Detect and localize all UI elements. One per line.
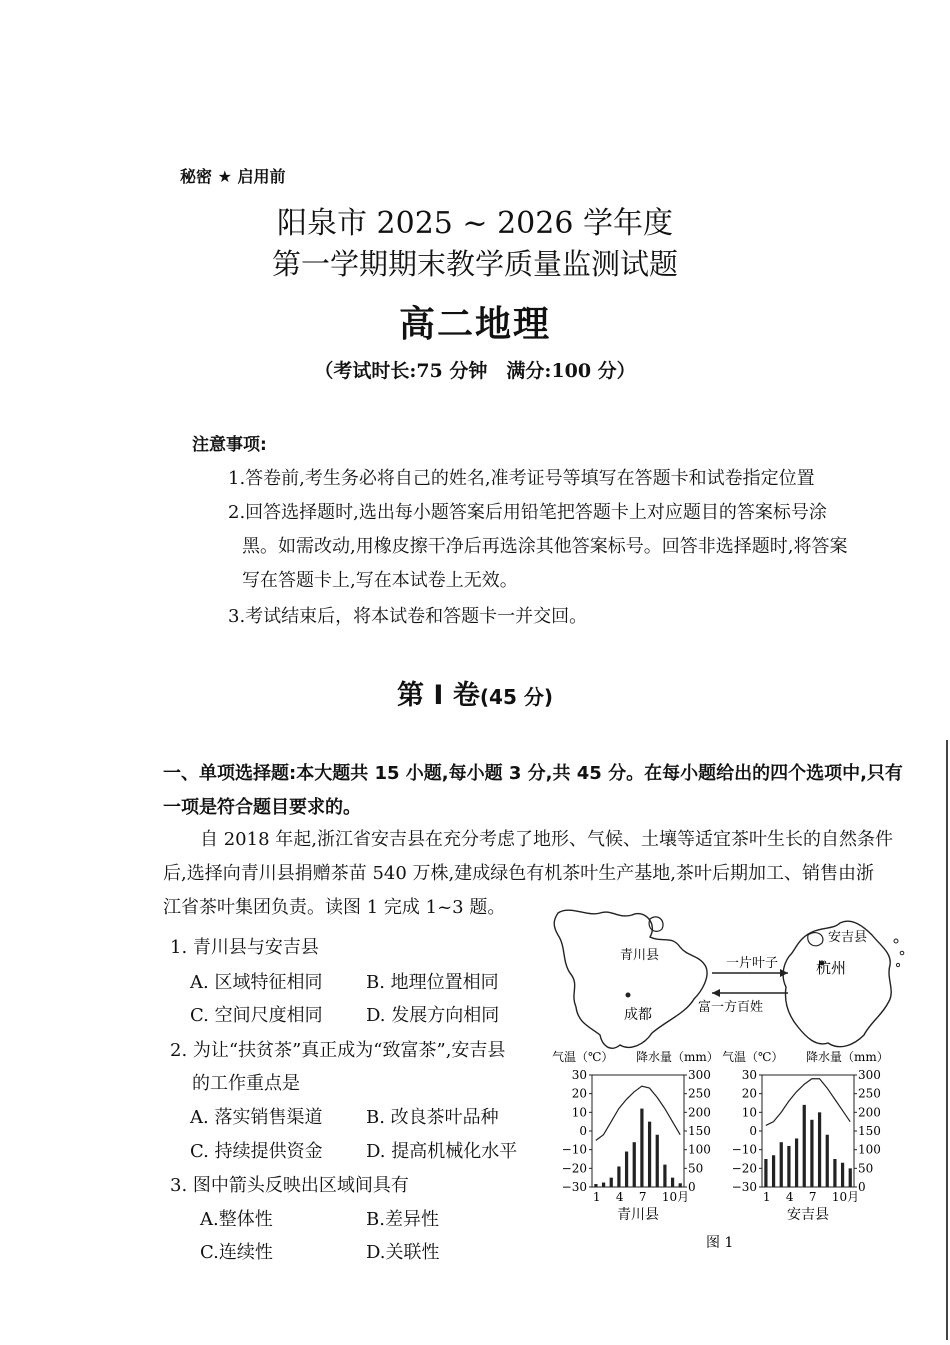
precip-tick-label: 300 bbox=[688, 1068, 711, 1082]
chart-title: 青川县 bbox=[617, 1207, 659, 1223]
map-label-hangzhou: 杭州 bbox=[816, 959, 847, 977]
question-2-option-a[interactable]: A. 落实销售渠道 bbox=[190, 1107, 323, 1128]
exam-info: （考试时长:75 分钟 满分:100 分） bbox=[314, 360, 636, 382]
precip-bar bbox=[810, 1120, 813, 1187]
precip-bar bbox=[787, 1146, 790, 1187]
page-edge-mark bbox=[946, 740, 948, 1340]
temp-tick-label: −10 bbox=[561, 1142, 587, 1157]
precip-bar bbox=[780, 1142, 783, 1187]
temp-tick-label: 20 bbox=[571, 1086, 587, 1101]
question-2-option-d[interactable]: D. 提高机械化水平 bbox=[366, 1141, 518, 1162]
note-item-2-line2: 黑。如需改动,用橡皮擦干净后再选涂其他答案标号。回答非选择题时,将答案 bbox=[242, 536, 848, 557]
temp-tick-label: −20 bbox=[731, 1161, 757, 1176]
temp-axis-title: 气温（℃） bbox=[552, 1050, 614, 1064]
volume-title: 第 I 卷 bbox=[397, 680, 480, 711]
temp-line bbox=[766, 1079, 850, 1126]
precip-bar bbox=[663, 1165, 666, 1187]
question-3-option-c[interactable]: C.连续性 bbox=[200, 1242, 273, 1263]
map-label-chengdu: 成都 bbox=[624, 1007, 652, 1023]
precip-bar bbox=[610, 1178, 613, 1187]
month-tick-label: 4 bbox=[615, 1190, 624, 1204]
precip-bar bbox=[833, 1159, 836, 1187]
note-item-1: 1.答卷前,考生务必将自己的姓名,准考证号等填写在答题卡和试卷指定位置 bbox=[228, 468, 815, 489]
volume-heading bbox=[0, 673, 950, 712]
month-tick-label: 1 bbox=[592, 1190, 601, 1204]
note-item-2-line1: 2.回答选择题时,选出每小题答案后用铅笔把答题卡上对应题目的答案标号涂 bbox=[228, 502, 827, 523]
month-tick-label: 7 bbox=[638, 1190, 647, 1204]
notes-heading: 注意事项: bbox=[192, 435, 267, 455]
temp-tick-label: 0 bbox=[749, 1124, 757, 1138]
precip-bar bbox=[648, 1122, 651, 1187]
precip-bar bbox=[656, 1135, 659, 1187]
precip-bar bbox=[841, 1163, 844, 1187]
figure-caption: 图 1 bbox=[706, 1235, 734, 1251]
month-tick-label: 10月 bbox=[661, 1190, 690, 1204]
intro-line2: 后,选择向青川县捐赠茶苗 540 万株,建成绿色有机茶叶生产基地,茶叶后期加工、销售由浙 bbox=[163, 863, 874, 884]
precip-bar bbox=[625, 1152, 628, 1187]
precip-axis-title: 降水量（mm） bbox=[636, 1050, 719, 1064]
question-2-option-b[interactable]: B. 改良茶叶品种 bbox=[366, 1107, 499, 1128]
question-2-stem-line1: 2. 为让“扶贫茶”真正成为“致富茶”,安吉县 bbox=[170, 1040, 506, 1061]
chart-title: 安吉县 bbox=[787, 1207, 829, 1223]
precip-bar bbox=[818, 1112, 821, 1187]
precip-tick-label: 100 bbox=[858, 1142, 881, 1157]
sichuan-outline bbox=[554, 910, 707, 1048]
precip-bar bbox=[633, 1142, 636, 1187]
temp-tick-label: −30 bbox=[561, 1180, 587, 1194]
intro-line1: 自 2018 年起,浙江省安吉县在充分考虑了地形、气候、土壤等适宜茶叶生长的自然条件 bbox=[200, 829, 893, 850]
question-1-option-b[interactable]: B. 地理位置相同 bbox=[366, 972, 499, 993]
anji-outline bbox=[808, 933, 823, 946]
temp-tick-label: 20 bbox=[741, 1086, 757, 1101]
precip-axis-title: 降水量（mm） bbox=[806, 1050, 889, 1064]
map-label-anji: 安吉县 bbox=[828, 930, 868, 945]
temp-tick-label: 10 bbox=[571, 1105, 587, 1120]
precip-bar bbox=[617, 1166, 620, 1187]
precip-bar bbox=[640, 1109, 643, 1187]
question-3-option-a[interactable]: A.整体性 bbox=[200, 1209, 273, 1230]
precip-tick-label: 100 bbox=[688, 1142, 711, 1157]
question-1-option-c[interactable]: C. 空间尺度相同 bbox=[190, 1005, 323, 1026]
exam-title-line1: 阳泉市 2025 ~ 2026 学年度 bbox=[277, 206, 673, 241]
precip-tick-label: 200 bbox=[688, 1105, 711, 1120]
temp-tick-label: 30 bbox=[571, 1068, 587, 1082]
precip-tick-label: 0 bbox=[858, 1180, 866, 1194]
temp-tick-label: −10 bbox=[731, 1142, 757, 1157]
question-2-option-c[interactable]: C. 持续提供资金 bbox=[190, 1141, 323, 1162]
chart-qingchuan bbox=[552, 1049, 719, 1223]
note-item-2-line3: 写在答题卡上,写在本试卷上无效。 bbox=[242, 570, 518, 591]
question-1-option-d[interactable]: D. 发展方向相同 bbox=[366, 1005, 500, 1026]
volume-score: (45 分) bbox=[479, 685, 553, 709]
month-tick-label: 4 bbox=[785, 1190, 794, 1204]
temp-tick-label: −20 bbox=[561, 1161, 587, 1176]
precip-tick-label: 150 bbox=[688, 1124, 711, 1138]
precip-tick-label: 50 bbox=[858, 1161, 874, 1176]
precip-tick-label: 200 bbox=[858, 1105, 881, 1120]
precip-bar bbox=[772, 1155, 775, 1187]
temp-tick-label: 0 bbox=[579, 1124, 587, 1138]
precip-bar bbox=[671, 1178, 674, 1187]
figure-1 bbox=[540, 895, 920, 1265]
precip-tick-label: 250 bbox=[858, 1086, 881, 1101]
exam-title-line2: 第一学期期末教学质量监测试题 bbox=[271, 247, 678, 281]
question-1-stem: 1. 青川县与安吉县 bbox=[170, 937, 319, 958]
precip-bar bbox=[679, 1183, 682, 1187]
map-label-qingchuan: 青川县 bbox=[620, 948, 660, 963]
precip-bar bbox=[594, 1184, 597, 1187]
arrow-label-right: 一片叶子 bbox=[726, 956, 779, 971]
precip-tick-label: 250 bbox=[688, 1086, 711, 1101]
question-2-stem-line2: 的工作重点是 bbox=[192, 1073, 300, 1094]
question-1-option-a[interactable]: A. 区域特征相同 bbox=[190, 972, 323, 993]
temp-axis-title: 气温（℃） bbox=[722, 1050, 784, 1064]
precip-tick-label: 300 bbox=[858, 1068, 881, 1082]
precip-tick-label: 150 bbox=[858, 1124, 881, 1138]
temp-tick-label: 30 bbox=[741, 1068, 757, 1082]
precip-tick-label: 0 bbox=[688, 1180, 696, 1194]
subject-title: 高二地理 bbox=[398, 304, 551, 345]
temp-line bbox=[596, 1086, 680, 1140]
precip-bar bbox=[764, 1159, 767, 1187]
section-heading: 一、单项选择题:本大题共 15 小题,每小题 3 分,共 45 分。在每小题给出的四个选项中,只有一项是符合题目要求的。 bbox=[163, 763, 903, 818]
month-tick-label: 7 bbox=[808, 1190, 817, 1204]
precip-bar bbox=[795, 1138, 798, 1187]
chart-anji bbox=[722, 1049, 889, 1223]
precip-bar bbox=[826, 1135, 829, 1187]
confidential-label: 秘密 ★ 启用前 bbox=[180, 167, 286, 186]
month-tick-label: 1 bbox=[762, 1190, 771, 1204]
note-item-3: 3.考试结束后，将本试卷和答题卡一并交回。 bbox=[228, 606, 588, 627]
precip-bar bbox=[849, 1168, 852, 1187]
question-3-option-b[interactable]: B.差异性 bbox=[366, 1209, 439, 1230]
arrow-label-left: 富一方百姓 bbox=[698, 1000, 764, 1015]
intro-line3: 江省茶叶集团负责。读图 1 完成 1~3 题。 bbox=[163, 897, 506, 918]
precip-bar bbox=[602, 1183, 605, 1187]
question-3-option-d[interactable]: D.关联性 bbox=[366, 1242, 440, 1263]
temp-tick-label: −30 bbox=[731, 1180, 757, 1194]
temp-tick-label: 10 bbox=[741, 1105, 757, 1120]
question-3-stem: 3. 图中箭头反映出区域间具有 bbox=[170, 1175, 409, 1196]
precip-bar bbox=[803, 1105, 806, 1187]
month-tick-label: 10月 bbox=[831, 1190, 860, 1204]
precip-tick-label: 50 bbox=[688, 1161, 704, 1176]
chart-frame bbox=[762, 1075, 854, 1187]
